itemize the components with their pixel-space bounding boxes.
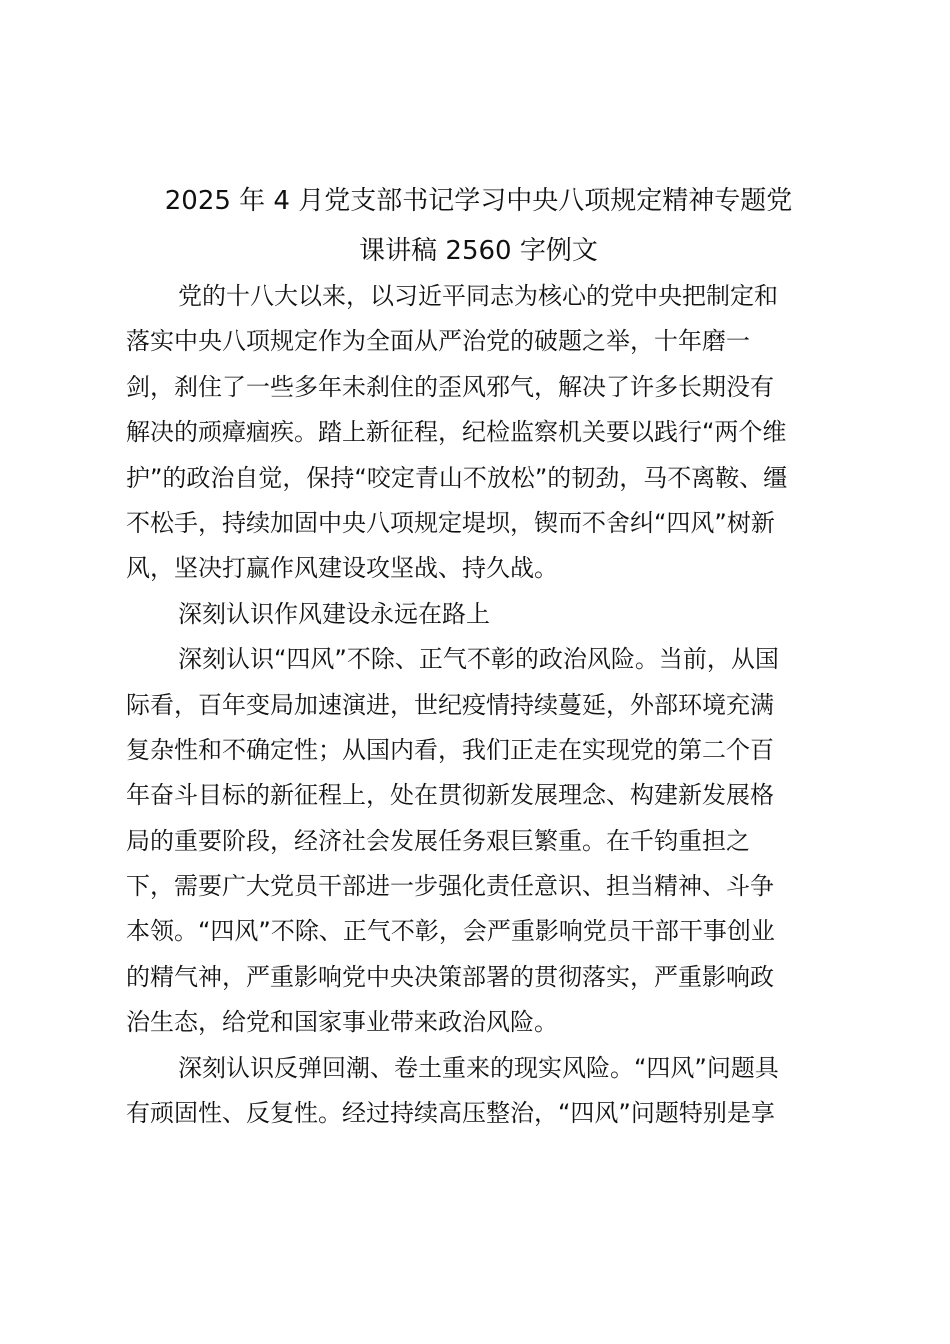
paragraph-line: 的精气神，严重影响党中央决策部署的贯彻落实，严重影响政 [126,962,774,991]
paragraph-line: 深刻认识“四风”不除、正气不彰的政治风险。当前，从国 [178,645,779,674]
paragraph-line: 护”的政治自觉，保持“咬定青山不放松”的韧劲，马不离鞍、缰 [126,463,788,492]
paragraph-line: 党的十八大以来，以习近平同志为核心的党中央把制定和 [178,282,778,310]
title-line: 课讲稿 2560 字例文 [359,236,598,266]
paragraph-line: 剑，刹住了一些多年未刹住的歪风邪气，解决了许多长期没有 [126,372,774,401]
paragraph-line: 落实中央八项规定作为全面从严治党的破题之举，十年磨一 [126,327,750,356]
paragraph-line: 下，需要广大党员干部进一步强化责任意识、担当精神、斗争 [126,872,774,901]
paragraph-line: 解决的顽瘴痼疾。踏上新征程，纪检监察机关要以践行“两个维 [126,418,787,447]
paragraph-line: 风，坚决打赢作风建设攻坚战、持久战。 [126,554,558,583]
paragraph-line: 不松手，持续加固中央八项规定堤坝，锲而不舍纠“四风”树新 [126,508,775,537]
paragraph-line: 年奋斗目标的新征程上，处在贯彻新发展理念、构建新发展格 [126,781,774,810]
paragraph-line: 治生态，给党和国家事业带来政治风险。 [126,1008,558,1037]
document-body [126,274,832,1136]
paragraph-line: 有顽固性、反复性。经过持续高压整治，“四风”问题特别是享 [126,1099,775,1128]
document-title [126,176,831,276]
paragraph-line: 本领。“四风”不除、正气不彰，会严重影响党员干部干事创业 [126,917,775,946]
section-heading: 深刻认识作风建设永远在路上 [178,599,490,628]
title-line: 2025 年 4 月党支部书记学习中央八项规定精神专题党 [164,186,793,216]
paragraph-line: 深刻认识反弹回潮、卷土重来的现实风险。“四风”问题具 [178,1053,779,1082]
paragraph-line: 复杂性和不确定性；从国内看，我们正走在实现党的第二个百 [126,735,774,764]
paragraph-line: 局的重要阶段，经济社会发展任务艰巨繁重。在千钧重担之 [126,826,750,855]
paragraph-line: 际看，百年变局加速演进，世纪疫情持续蔓延，外部环境充满 [126,690,774,719]
